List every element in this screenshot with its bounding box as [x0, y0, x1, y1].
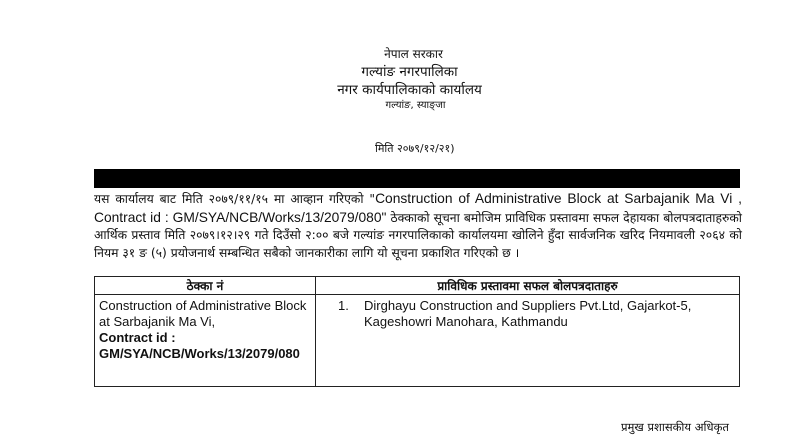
contract-cell: [95, 295, 316, 387]
letterhead: [0, 46, 797, 113]
notice-date: मिति २०७९/१२/२१): [375, 142, 455, 155]
contract-id: GM/SYA/NCB/Works/13/2079/080: [99, 346, 300, 361]
municipality-name: गल्यांङ नगरपालिका: [361, 64, 458, 80]
table-header-row: [95, 277, 740, 295]
contract-id-label: Contract id :: [99, 330, 176, 345]
office-address: गल्यांङ, स्याङ्जा: [385, 100, 446, 111]
notice-contract-reference: Construction of Administrative Block at Sarbajanik Ma Vi , Contract id : GM/SYA/NCB/Works/13/2079/080": [94, 191, 742, 225]
notice-text-start: यस कार्यालय बाट मिति २०७९/११/१५ मा आव्हान गरिएको ": [94, 192, 376, 206]
bidder-number: 1.: [338, 298, 349, 313]
bidder-name: Dirghayu Construction and Suppliers Pvt.Ltd, Gajarkot-5, Kageshowri Manohara, Kathmandu: [364, 298, 692, 329]
tender-table: [94, 276, 740, 387]
notice-text-end: ठेक्काको सूचना बमोजिम प्राविधिक प्रस्तावमा सफल देहायका बोलपत्रदाताहरुको आर्थिक प्रस्ताव मिति २०७९।१२।२९ गते दिउँसो २:०० बजे गल्यांङ नगरपालिकाको कार्यालयमा खोलिने हुँदा सार्वजनिक खरिद नियमावली २०६४ को नियम ३१ ङ (५) प्रयोजनार्थ सम्बन्धित सबैको जानकारीका लागि यो सूचना प्रकाशित गरिएको छ ।: [94, 210, 742, 260]
table-row: [95, 295, 740, 387]
notice-body: [94, 190, 742, 262]
list-item: [320, 298, 735, 330]
contract-name: Construction of Administrative Block at Sarbajanik Ma Vi,: [99, 298, 307, 329]
header-contract-no: ठेक्का नं: [95, 277, 316, 295]
government-name: नेपाल सरकार: [384, 47, 443, 61]
header-successful-bidders: प्राविधिक प्रस्तावमा सफल बोलपत्रदाताहरु: [316, 277, 740, 295]
office-name: नगर कार्यपालिकाको कार्यालय: [337, 82, 482, 98]
signatory-title: प्रमुख प्रशासकीय अधिकृत: [621, 420, 729, 434]
redaction-bar: [94, 169, 740, 188]
bidders-cell: [316, 295, 740, 387]
